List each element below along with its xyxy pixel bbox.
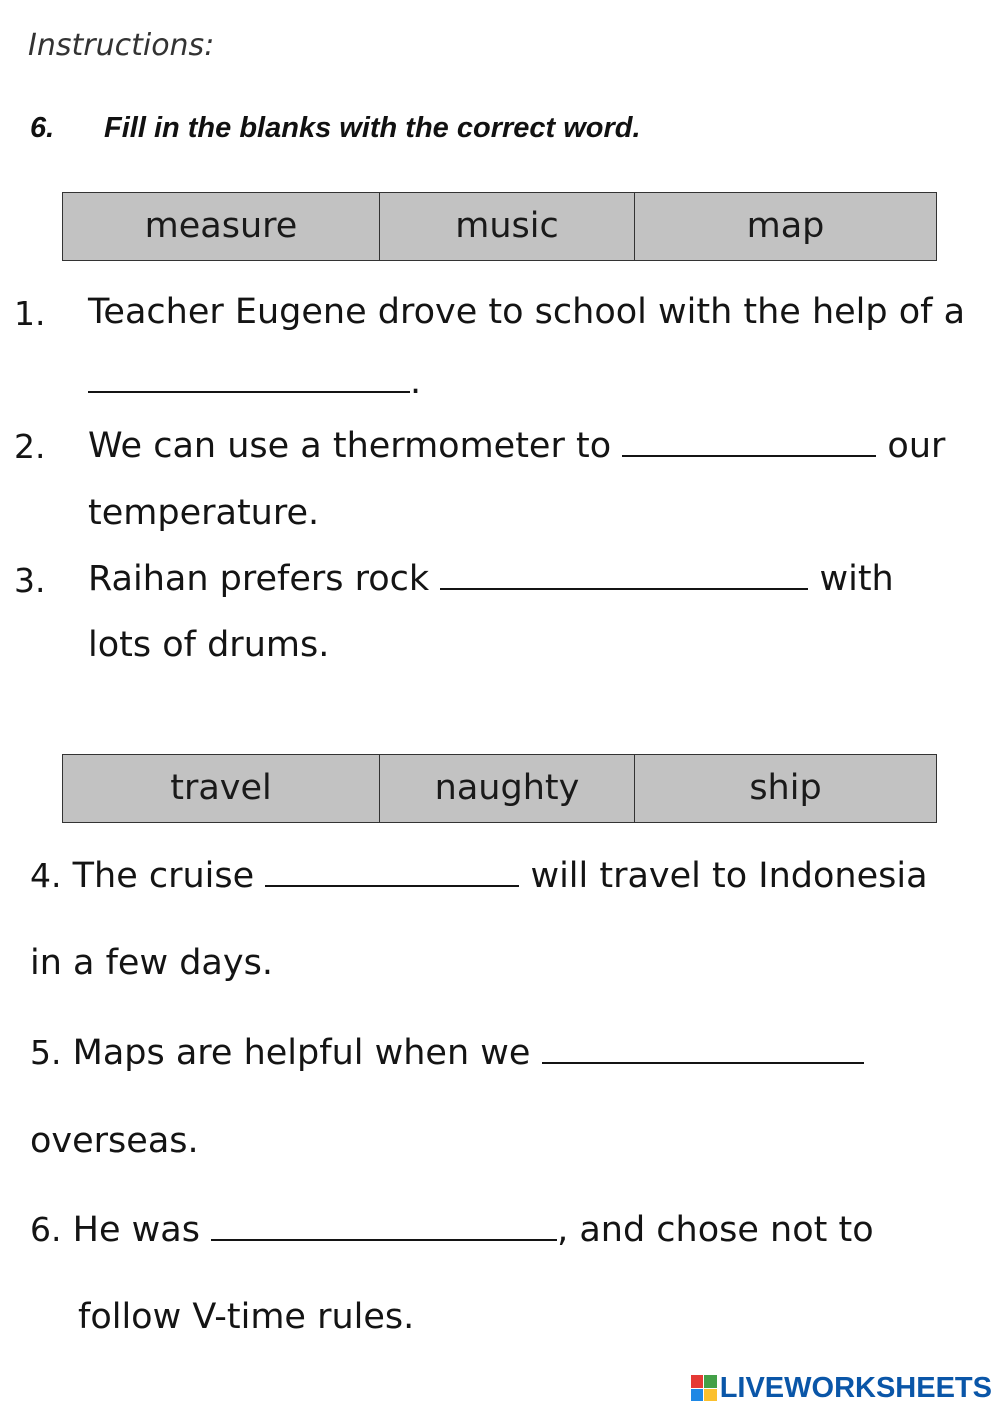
question-text: in a few days.: [30, 943, 273, 983]
question-text: We can use a thermometer to: [88, 426, 612, 466]
question-text: Maps are helpful when we: [72, 1033, 531, 1073]
question-number: 2.: [14, 427, 46, 466]
answer-blank[interactable]: [622, 425, 876, 457]
answer-blank[interactable]: [542, 1032, 864, 1064]
word-bank-2: [62, 754, 937, 823]
question-text: overseas.: [30, 1121, 199, 1161]
word-bank-item: ship: [635, 755, 937, 823]
question-text: Raihan prefers rock: [88, 559, 430, 599]
question-text: temperature.: [88, 493, 320, 533]
word-bank-item: travel: [63, 755, 380, 823]
task-instruction: Fill in the blanks with the correct word.: [104, 112, 641, 144]
logo-text: LIVEWORKSHEETS: [719, 1371, 992, 1404]
liveworksheets-logo-icon: [691, 1375, 717, 1401]
question-number: 3.: [14, 561, 46, 600]
question-text: lots of drums.: [88, 625, 330, 665]
instructions-label: Instructions:: [28, 28, 215, 63]
question-number: 5.: [30, 1033, 62, 1072]
question-text: The cruise: [72, 856, 255, 896]
question-text: with: [819, 559, 894, 599]
answer-blank[interactable]: [265, 855, 519, 887]
answer-blank[interactable]: [88, 361, 410, 393]
question-text: Teacher Eugene drove to school with the help of a: [88, 292, 966, 332]
word-bank-item: map: [635, 193, 937, 261]
word-bank-item: measure: [63, 193, 380, 261]
question-text: , and chose not to: [557, 1210, 874, 1250]
question-number: 6.: [30, 1210, 62, 1249]
question-text: He was: [72, 1210, 200, 1250]
word-bank-item: music: [380, 193, 635, 261]
question-text: our: [887, 426, 946, 466]
liveworksheets-logo: [691, 1371, 992, 1405]
word-bank-1: [62, 192, 937, 261]
question-number: 4.: [30, 856, 62, 895]
question-number: 1.: [14, 294, 46, 333]
question-text: follow V-time rules.: [78, 1297, 415, 1337]
answer-blank[interactable]: [440, 558, 808, 590]
question-punctuation: .: [410, 362, 422, 402]
answer-blank[interactable]: [211, 1209, 557, 1241]
word-bank-item: naughty: [380, 755, 635, 823]
question-text: will travel to Indonesia: [530, 856, 928, 896]
task-number: 6.: [30, 112, 55, 144]
